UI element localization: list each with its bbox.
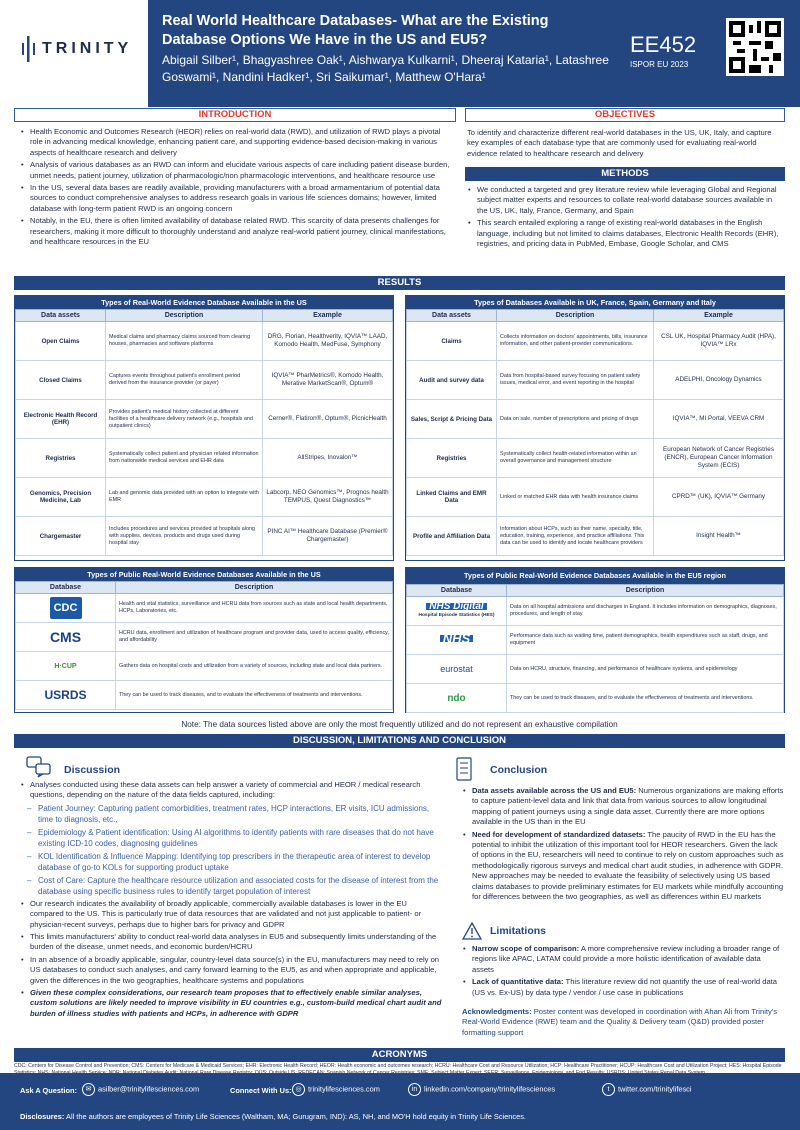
description-cell: Includes procedures and services provided at hospitals along with supplies, devices, products and drugs used during hospital stay: [106, 517, 263, 556]
conclusion-title: Conclusion: [490, 764, 548, 776]
linkedin-link[interactable]: [408, 1083, 555, 1096]
cms-logo-text: CMS: [49, 628, 82, 645]
nhs-digital-logo-text: NHS Digital: [426, 603, 486, 610]
conclusion-bullet-text: The paucity of RWD in the EU has the potential to inhibit the utilization of this important tool for HEOR researchers. Given the lack of options in the EU, researchers will need to continue to rely on custom approaches such as methodologically rigorous surveys and medical chart audit studies, in adherence with GDPR. New approaches may be needed to evaluate the feasibility of selectively using US based claims databases to provide preliminary estimates for EU markets while mindfully accounting for differences between the two geographies, as well as differences within EU markets: [472, 829, 784, 902]
example-cell: ADELPHI, Oncology Dynamics: [654, 361, 784, 400]
limitations-bullet-bold: Narrow scope of comparison:: [472, 944, 580, 953]
discussion-sub-bullet: – Patient Journey: Capturing patient comorbidities, treatment rates, HCP interactions, ER visits, ICU admissions, time to diagnosis, etc.,: [20, 803, 442, 825]
disclosures-label: Disclosures:: [20, 1112, 65, 1121]
example-cell: CPRD™ (UK), IQVIA™ Germany: [654, 478, 784, 517]
disclosures-text: All the authors are employees of Trinity Life Sciences (Waltham, MA; Gurugram, IND): AS, NH, and MO'H hold equity in Trinity Life Sciences.: [64, 1112, 526, 1121]
description-cell: Systematically collect health-related information within an overall governance and management structure: [497, 439, 654, 478]
example-cell: PINC AI™ Healthcare Database (Premier® Chargemaster): [263, 517, 393, 556]
email-icon: ✉: [82, 1083, 95, 1096]
table-row: [16, 681, 393, 710]
limitations-bullet-bold: Lack of quantitative data:: [472, 977, 564, 987]
data-asset-cell: Closed Claims: [16, 361, 106, 400]
usrds-logo-text: USRDS: [44, 687, 87, 702]
column-header: Description: [507, 585, 784, 597]
description-cell: They can be used to track diseases, and to evaluate the effectiveness of treatments and interventions.: [116, 681, 393, 710]
table-row: [407, 597, 784, 626]
intro-bullet: • Health Economic and Outcomes Research (HEOR) relies on real-world data (RWD), and utilization of RWD plays a pivotal role in advancing medical knowledge, enhancing patient care, and supporting evidence-based decision-making in various aspects of healthcare research and delivery: [20, 127, 450, 158]
description-cell: Lab and genomic data provided with an option to integrate with EMR: [106, 478, 263, 517]
acronyms-heading: ACRONYMS: [14, 1048, 785, 1062]
us-public-table: [14, 567, 394, 713]
eu-public-table-title: Types of Public Real-World Evidence Databases Available in the EU5 region: [406, 568, 784, 584]
example-cell: CSL UK, Hospital Pharmacy Audit (HPA), IQVIA™ LRx: [654, 322, 784, 361]
description-cell: Gathers data on hospital costs and utilization from a variety of sources, including state and local data partners.: [116, 652, 393, 681]
description-cell: Information about HCPs, such as their name, specialty, title, education, training, experience, and practice affiliations. This data can be used to identify and locate healthcare providers: [497, 517, 654, 556]
checklist-icon: [456, 757, 472, 781]
discussion-sub-bullet: – KOL Identification & Influence Mapping: Identifying top prescribers in the therapeutic area of interest to develop database of go-to KOLs for supporting product uptake: [20, 851, 442, 873]
conclusion-bullet-bold: Data assets available across the US and EU5:: [472, 786, 637, 795]
description-cell: Data on sale, number of prescriptions and pricing of drugs: [497, 400, 654, 439]
discussion-bullet: • This limits manufacturers' ability to conduct real-world data analyses in EU5 and subsequently limits understanding of the burden of the disease, unmet needs, and economic burden/HCRU: [20, 932, 442, 953]
description-cell: HCRU data, enrollment and utilization of healthcare program and provider data, used to access quality, efficiency, and affordability: [116, 623, 393, 652]
table-row: [407, 517, 784, 556]
trinity-logo-icon: [22, 36, 36, 62]
table-row: [407, 478, 784, 517]
description-cell: Performance data such as waiting time, patient demographics, health expenditures such as staff, drugs, and equipment: [507, 626, 784, 655]
conclusion-bullet-bold: Need for development of standardized datasets:: [472, 829, 646, 839]
connect-label: Connect With Us:: [230, 1086, 292, 1095]
description-cell: Linked or matched EHR data with health insurance claims: [497, 478, 654, 517]
table-row: [407, 400, 784, 439]
nhs-logo: [407, 626, 507, 655]
column-header: Example: [263, 310, 393, 322]
data-asset-cell: Linked Claims and EMR Data: [407, 478, 497, 517]
table-row: [407, 655, 784, 684]
data-asset-cell: Profile and Affiliation Data: [407, 517, 497, 556]
nhs-logo-text: NHS: [440, 635, 473, 642]
column-header: Description: [497, 310, 654, 322]
example-cell: IQVIA™, MI Portal, VEEVA CRM: [654, 400, 784, 439]
acknowledgments: [462, 1007, 784, 1038]
logo-area: [0, 0, 148, 107]
discussion-bullet: • In an absence of a broadly applicable, singular, country-level data source(s) in the EU, manufacturers may need to rely on US databases to conduct such analyses, and carry forward learning to the EU5, as and when appropriate and applicable, given the differences in the two geographies, healthcare systems and populations: [20, 955, 442, 986]
hes-label: Hospital Episode Statistics (HES): [418, 613, 495, 618]
methods-list: [467, 185, 783, 251]
methods-bullet: • We conducted a targeted and grey literature review while leveraging Global and Regional subject matter experts and resources to collate real-world database sources available in the US, UK, Italy, France, Germany, and Spain: [467, 185, 783, 216]
discussion-list: [20, 780, 442, 1021]
example-cell: Labcorp, NEO Genomics™, Prognos health TEMPUS, Quest Diagnostics™: [263, 478, 393, 517]
objectives-text: To identify and characterize different real-world databases in the US, UK, Italy, and capture key examples of each database type that are commonly used for evaluating real-world evidence related to healthcare research and delivery: [467, 128, 772, 158]
globe-icon: ◎: [292, 1083, 305, 1096]
description-cell: Systematically collect patient and physician related information from nationwide medical services and EHR data: [106, 439, 263, 478]
table-row: [16, 400, 393, 439]
column-header: Database: [16, 582, 116, 594]
warning-icon: [462, 922, 482, 940]
example-cell: IQVIA™ PharMetrics®, Komodo Health, Merative MarketScan®, Optum®: [263, 361, 393, 400]
table-row: [407, 322, 784, 361]
acronyms-text: CDC: Centers for Disease Control and Prevention; CMS: Centers for Medicare & Medicaid Services; EHR: Electronic Health Record; HEOR: Health economic and outcomes research; HCRU: Healthcare Cost and Resource Utilization; HCP: Healthcare Practitioner; HCUP: Healthcare Cost and Utilization Project; HES: Hospital Episode: [14, 1063, 782, 1069]
description-cell: Data from hospital-based survey focusing on patient safety issues, medical error, and event reporting in the hospital: [497, 361, 654, 400]
data-asset-cell: Claims: [407, 322, 497, 361]
data-asset-cell: Registries: [407, 439, 497, 478]
cdc-logo-text: CDC: [50, 597, 82, 619]
table-row: [407, 684, 784, 713]
data-asset-cell: Sales, Script & Pricing Data: [407, 400, 497, 439]
description-cell: Provides patient's medical history collected at different facilities of a healthcare delivery network (e.g., hospitals and outpatient clinics): [106, 400, 263, 439]
table-row: [407, 361, 784, 400]
us-rwe-table-title: Types of Real-World Evidence Database Available in the US: [15, 296, 393, 309]
table-row: [16, 439, 393, 478]
limitations-bullet: [462, 977, 784, 998]
discussion-bullet: • Analyses conducted using these data assets can help answer a variety of commercial and HEOR / medical research questions, depending on the nature of the data fields captured, including:: [20, 780, 442, 801]
eurostat-logo: [407, 655, 507, 684]
data-asset-cell: Audit and survey data: [407, 361, 497, 400]
description-cell: Medical claims and pharmacy claims sourced from clearing houses, pharmacies and software platforms: [106, 322, 263, 361]
methods-heading: METHODS: [465, 167, 785, 181]
discussion-sub-bullet: – Cost of Care: Capture the healthcare resource utilization and associated costs for the disease of interest from the database using specific business rules to identify target population of interest: [20, 875, 442, 897]
column-header: Description: [106, 310, 263, 322]
data-asset-cell: Registries: [16, 439, 106, 478]
discussion-heading: DISCUSSION, LIMITATIONS AND CONCLUSION: [14, 734, 785, 748]
table-row: [16, 623, 393, 652]
data-asset-cell: Electronic Health Record (EHR): [16, 400, 106, 439]
chat-bubbles-icon: [26, 756, 52, 778]
column-header: Example: [654, 310, 784, 322]
linkedin-text: linkedin.com/company/trinitylifesciences: [424, 1084, 556, 1094]
column-header: Description: [116, 582, 393, 594]
results-heading: RESULTS: [14, 276, 785, 290]
table-row: [16, 478, 393, 517]
column-header: Data assets: [16, 310, 106, 322]
poster-code: EE452: [630, 32, 697, 57]
eu-rwe-table: [405, 295, 785, 561]
conclusion-bullet: [462, 786, 784, 828]
limitations-bullet-text: A more comprehensive review including a broader range of regions like APAC, LATAM could provide a more holistic identification of available data assets: [472, 944, 780, 974]
eurostat-logo-text: eurostat: [440, 663, 473, 674]
discussion-title: Discussion: [64, 764, 121, 776]
qr-code-icon[interactable]: [726, 18, 784, 76]
twitter-icon: t: [602, 1083, 615, 1096]
example-cell: DRG, Florian, Healthverity, IQVIA™ LAAD, Komodo Health, MedFuse, Symphony: [263, 322, 393, 361]
data-asset-cell: Chargemaster: [16, 517, 106, 556]
eu-rwe-table-title: Types of Databases Available in UK, France, Spain, Germany and Italy: [406, 296, 784, 309]
hcup-logo-text: H·CUP: [54, 662, 77, 670]
objectives-heading: OBJECTIVES: [465, 108, 785, 122]
description-cell: They can be used to track diseases, and to evaluate the effectiveness of treatments and interventions.: [507, 684, 784, 713]
data-asset-cell: Genomics, Precision Medicine, Lab: [16, 478, 106, 517]
description-cell: Captures events throughout patient's enrollment period derived from the insurance provider (or payer): [106, 361, 263, 400]
website-text: trinitylifesciences.com: [308, 1084, 380, 1094]
logo-text: TRINITY: [42, 40, 133, 57]
description-cell: Collects information on doctors' appointments, bills, insurance information, and other patient-provider communications.: [497, 322, 654, 361]
conclusion-bullet-text: Numerous organizations are making efforts to capture patient-level data and link that data from various sources to allow longitudinal mapping of patient journeys using a single data asset. Currently there are more options available in the US than in the EU: [472, 786, 784, 827]
table-row: [16, 517, 393, 556]
discussion-sub-bullet: – Epidemiology & Patient identification: Using AI algorithms to identify patients with rare diseases that do not have existing ICD-10 codes, diagnosing guidelines: [20, 827, 442, 849]
data-asset-cell: Open Claims: [16, 322, 106, 361]
discussion-final-bullet: • Given these complex considerations, our research team proposes that to effectively enable similar analyses, custom solutions are likely needed to improve visibility in EU countries e.g., custom-build medical chart audit and burden of illness studies with patients and HCPs, in adherence with GDPR: [20, 988, 442, 1019]
results-note: Note: The data sources listed above are only the most frequently utilized and do not represent an exhaustive compilation: [181, 720, 618, 729]
ndo-logo: [407, 684, 507, 713]
ack-text: Poster content was developed in coordination with Ahan Ali from Trinity's Real-World Evidence (RWE) team and the Quality & Delivery team (Q&D) provided poster formatting support: [462, 1007, 778, 1037]
poster-authors: Abigail Silber¹, Bhagyashree Oak¹, Aishwarya Kulkarni¹, Dheeraj Kataria¹, Latashree Goswami¹, Nandini Hadker¹, Sri Saikumar¹, Matthew O'Hara¹: [162, 53, 609, 84]
linkedin-icon: in: [408, 1083, 421, 1096]
hcup-logo: [16, 652, 116, 681]
disclosures: [20, 1112, 526, 1121]
eu-public-table: [405, 567, 785, 713]
intro-bullet: • Analysis of various databases as an RWD can inform and elucidate various aspects of care including patient disease burden, unmet needs, patient journey, utilization of pharmacologic/non pharmacologic interventions, and healthcare resource use: [20, 160, 450, 181]
footer: [0, 1073, 800, 1130]
methods-bullet: • This search entailed exploring a range of existing real-world databases in the English language, including but not limited to claims databases, Electronic Health Records (EHR), registries, and pricing data in PubMed, Embase, Google Scholar, and CMS: [467, 218, 783, 249]
us-public-table-title: Types of Public Real-World Evidence Databases Available in the US: [15, 568, 393, 581]
poster-title: Real World Healthcare Databases- What are the Existing Database Options We Have in the US and EU5?: [162, 13, 549, 48]
email-text: asilber@trinitylifesciences.com: [98, 1084, 200, 1094]
limitations-bullet-text: This literature review did not quantify the use of real-world data (US vs. Ex-US) by data type / vendor / use case in publications: [472, 977, 778, 997]
table-row: [16, 361, 393, 400]
table-row: [407, 439, 784, 478]
example-cell: Insight Health™: [654, 517, 784, 556]
email-link[interactable]: [82, 1083, 199, 1096]
description-cell: Data on HCRU, structure, financing, and performance of healthcare systems, and epidemiology: [507, 655, 784, 684]
column-header: Data assets: [407, 310, 497, 322]
limitations-bullet: [462, 944, 784, 975]
intro-bullet: • Notably, in the EU, there is often limited availability of database related RWD. This scarcity of data presents challenges for researchers, making it more difficult to thoroughly understand and analyze real-world patient journey, clinical manifestations, and healthcare resources in the EU: [20, 216, 450, 247]
conference-name: ISPOR EU 2023: [630, 60, 689, 69]
conclusion-bullet: [462, 830, 784, 903]
intro-bullet: • In the US, several data bases are readily available, providing manufacturers with a broad armamentarium of potential data sources to conduct comprehensive analyses to address research goals in various life sciences domains; however, limited database with long-term patient RWD is an ongoing concern: [20, 183, 450, 214]
limitations-title: Limitations: [490, 925, 547, 937]
column-header: Database: [407, 585, 507, 597]
example-cell: AllStripes, Inovalon™: [263, 439, 393, 478]
conclusion-list: [462, 786, 784, 904]
cms-logo: [16, 623, 116, 652]
example-cell: Cerner®, Flatiron®, Optum®, PicnicHealth: [263, 400, 393, 439]
example-cell: European Network of Cancer Registries (ENCR), European Cancer Information System (ECIS): [654, 439, 784, 478]
limitations-list: [462, 944, 784, 1000]
table-row: [16, 594, 393, 623]
website-link[interactable]: [292, 1083, 380, 1096]
twitter-text: twitter.com/trinitylifesci: [618, 1084, 692, 1094]
table-row: [16, 322, 393, 361]
cdc-logo: [16, 594, 116, 623]
us-rwe-table: [14, 295, 394, 561]
introduction-list: [20, 127, 450, 249]
twitter-link[interactable]: [602, 1083, 692, 1096]
ack-label: Acknowledgments:: [462, 1007, 532, 1016]
table-row: [16, 652, 393, 681]
ndo-logo-text: ndo: [447, 692, 466, 704]
ask-label: Ask A Question:: [20, 1086, 77, 1095]
discussion-bullet: • Our research indicates the availability of broadly applicable, commercially available databases is lower in the EU compared to the US. This is particularly true of data resources that are validated and not just applicable to patient- or physician-recent surveys, perhaps due to higher bars for privacy and GDPR: [20, 899, 442, 930]
description-cell: Health and vital statistics, surveillance and HCRU data from sources such as state and local health departments, HCPs, Laboratories, etc.: [116, 594, 393, 623]
table-row: [407, 626, 784, 655]
usrds-logo: [16, 681, 116, 710]
description-cell: Data on all hospital admissions and discharges in England. It includes information on demographics, diagnoses, procedures, and length of stay.: [507, 597, 784, 626]
nhs-digital-logo: [407, 597, 507, 626]
introduction-heading: INTRODUCTION: [14, 108, 456, 122]
